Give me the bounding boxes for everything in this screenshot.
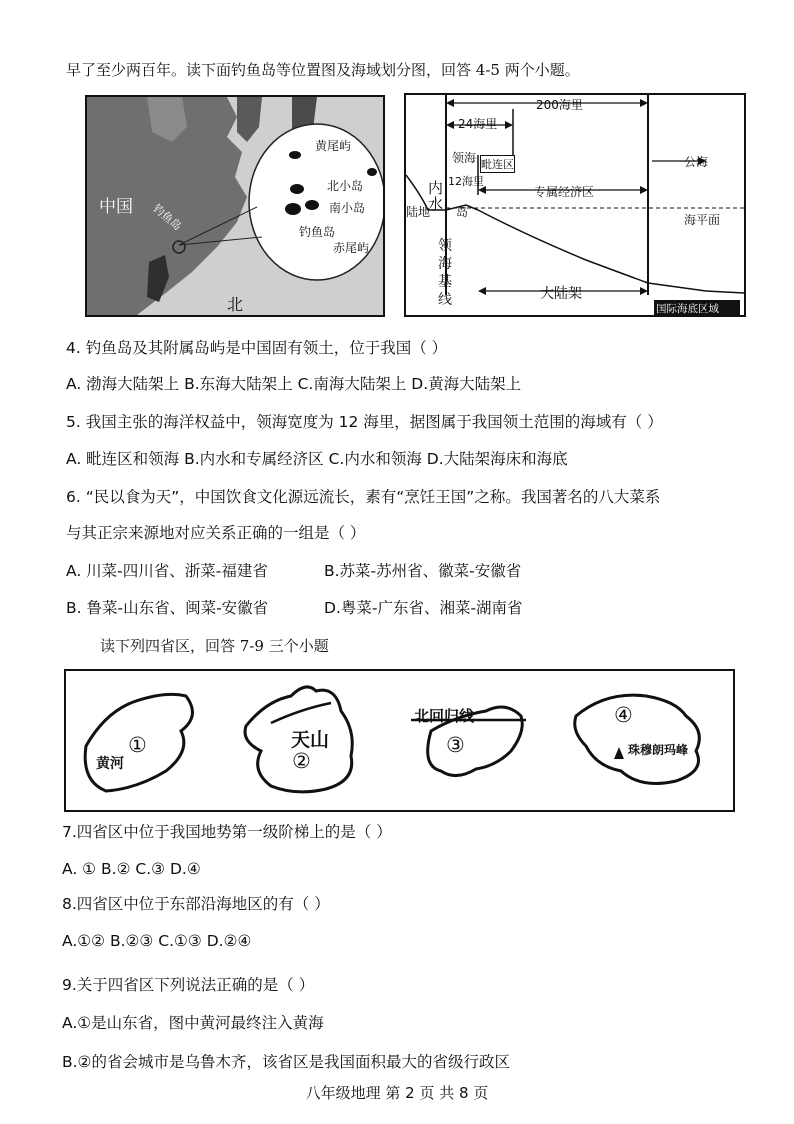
q7-options: A. ① B.② C.③ D.④ — [62, 860, 201, 878]
four-provinces-figure — [64, 669, 735, 812]
label-high-seas: 公海 — [684, 155, 709, 169]
maritime-zones-diagram — [404, 93, 746, 317]
chiwei-label: 赤尾屿 — [333, 241, 370, 255]
q8-options: A.①② B.②③ C.①③ D.②④ — [62, 932, 252, 950]
label-12nm: 12海里 — [448, 175, 484, 188]
china-label: 中国 — [99, 197, 133, 217]
label-24nm: 24海里 — [458, 117, 498, 131]
label-continental-shelf: 大陆架 — [540, 286, 582, 302]
q5-stem: 5. 我国主张的海洋权益中，领海宽度为 12 海里，据图属于我国领土范围的海域有（ ） — [66, 413, 663, 431]
huangwei-label: 黄尾屿 — [315, 139, 352, 153]
q9-stem: 9.关于四省区下列说法正确的是（ ） — [62, 976, 315, 994]
label-intl-seabed: 国际海底区域 — [656, 303, 719, 315]
province-4-peak-label: 珠穆朗玛峰 — [628, 743, 689, 757]
label-eez: 专属经济区 — [534, 185, 595, 199]
province-4-number: ④ — [614, 703, 633, 727]
label-200nm: 200海里 — [536, 98, 583, 112]
q4-options: A. 渤海大陆架上 B.东海大陆架上 C.南海大陆架上 D.黄海大陆架上 — [66, 375, 522, 393]
beixiao-label: 北小岛 — [327, 179, 364, 193]
q9-option-b: B.②的省会城市是乌鲁木齐，该省区是我国面积最大的省级行政区 — [62, 1053, 510, 1071]
province-3-number: ③ — [446, 733, 465, 757]
label-baseline-2: 海 — [438, 256, 452, 272]
read-four-provinces: 读下列四省区，回答 7-9 三个小题 — [100, 637, 329, 655]
q8-stem: 8.四省区中位于东部沿海地区的有（ ） — [62, 895, 330, 913]
q9-option-a: A.①是山东省，图中黄河最终注入黄海 — [62, 1014, 324, 1032]
north-label: 北 — [227, 295, 244, 314]
diaoyu-label-small: 钓鱼岛 — [150, 201, 184, 233]
diaoyu-location-map — [85, 95, 385, 317]
q6-option-b: B.苏菜-苏州省、徽菜-安徽省 — [324, 562, 522, 580]
q6-option-a: A. 川菜-四川省、浙菜-福建省 — [66, 562, 268, 580]
q7-stem: 7.四省区中位于我国地势第一级阶梯上的是（ ） — [62, 823, 392, 841]
q6-stem-1: 6. “民以食为天”，中国饮食文化源远流长，素有“烹饪王国”之称。我国著名的八大菜系 — [66, 488, 661, 506]
province-1-river-label: 黄河 — [96, 756, 124, 772]
label-island: 岛 — [456, 205, 469, 219]
q6-stem-2: 与其正宗来源地对应关系正确的一组是（ ） — [66, 524, 366, 542]
page-footer: 八年级地理 第 2 页 共 8 页 — [305, 1084, 489, 1102]
province-1-number: ① — [128, 733, 147, 757]
label-territorial-sea: 领海 — [452, 151, 477, 165]
label-land: 陆地 — [406, 205, 431, 219]
nanxiao-label: 南小岛 — [329, 201, 366, 215]
province-2-number: ② — [292, 749, 311, 773]
q6-option-d: D.粤菜-广东省、湘菜-湖南省 — [324, 599, 523, 617]
q6-option-c: B. 鲁菜-山东省、闽菜-安徽省 — [66, 599, 269, 617]
province-3-tropic-label: 北回归线 — [414, 707, 475, 725]
province-2-mountain-label: 天山 — [291, 729, 330, 751]
label-baseline-4: 线 — [438, 292, 452, 308]
q4-stem: 4. 钓鱼岛及其附属岛屿是中国固有领土，位于我国（ ） — [66, 339, 448, 357]
label-sea-level: 海平面 — [684, 213, 721, 227]
label-internal-1: 内 — [428, 179, 444, 197]
label-contiguous-zone: 毗连区 — [480, 155, 515, 173]
diaoyu-label: 钓鱼岛 — [299, 225, 336, 239]
q5-options: A. 毗连区和领海 B.内水和专属经济区 C.内水和领海 D.大陆架海床和海底 — [66, 450, 568, 468]
label-internal-2: 水 — [428, 195, 444, 213]
label-baseline-3: 基 — [438, 274, 452, 290]
label-baseline-1: 领 — [438, 238, 452, 254]
intro-line: 早了至少两百年。读下面钓鱼岛等位置图及海域划分图，回答 4-5 两个小题。 — [66, 61, 580, 79]
